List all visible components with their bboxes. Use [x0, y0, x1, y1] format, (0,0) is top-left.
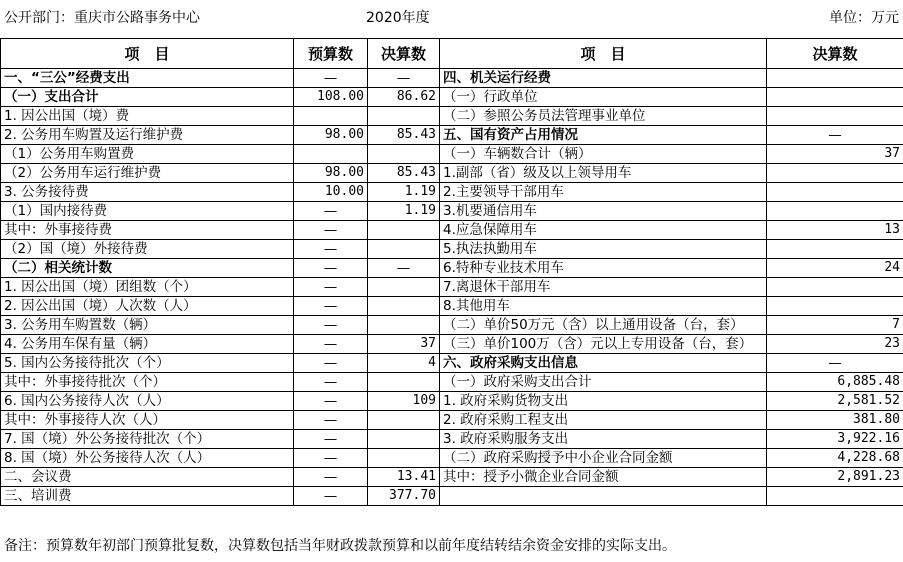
- year-label: 2020年度: [366, 10, 430, 26]
- budget-value: 98.00: [294, 126, 368, 145]
- table-row: [1, 145, 903, 164]
- right-item: 其中：授予小微企业合同金额: [440, 468, 767, 487]
- table-row: [1, 335, 903, 354]
- final-value: 4: [368, 354, 440, 373]
- expenditure-table: [0, 38, 903, 506]
- table-row: [1, 297, 903, 316]
- table-row: [1, 164, 903, 183]
- right-item: 2.主要领导干部用车: [440, 183, 767, 202]
- table-row: [1, 468, 903, 487]
- budget-value: —: [294, 373, 368, 392]
- left-item: 5. 国内公务接待批次（个）: [1, 354, 294, 373]
- final-value: 109: [368, 392, 440, 411]
- right-item: （一）政府采购支出合计: [440, 373, 767, 392]
- left-item: （2）国（境）外接待费: [1, 240, 294, 259]
- final-value: [368, 278, 440, 297]
- right-value: 2,581.52: [767, 392, 903, 411]
- right-item: 8.其他用车: [440, 297, 767, 316]
- right-value: [767, 88, 903, 107]
- final-value: [368, 411, 440, 430]
- right-item: （一）行政单位: [440, 88, 767, 107]
- left-item: （一）支出合计: [1, 88, 294, 107]
- left-item: 三、培训费: [1, 487, 294, 506]
- final-value: [368, 107, 440, 126]
- column-header-item-right: 项 目: [440, 39, 767, 69]
- right-item: 3. 政府采购服务支出: [440, 430, 767, 449]
- left-item: 3. 公务用车购置数（辆）: [1, 316, 294, 335]
- right-item: （二）单价50万元（含）以上通用设备（台，套）: [440, 316, 767, 335]
- budget-value: —: [294, 354, 368, 373]
- right-item: （一）车辆数合计（辆）: [440, 145, 767, 164]
- table-row: [1, 88, 903, 107]
- column-header-final: 决算数: [368, 39, 440, 69]
- table-row: [1, 126, 903, 145]
- budget-value: 108.00: [294, 88, 368, 107]
- right-item: （三）单价100万（含）元以上专用设备（台，套）: [440, 335, 767, 354]
- table-row: [1, 183, 903, 202]
- left-item: 4. 公务用车保有量（辆）: [1, 335, 294, 354]
- right-value: [767, 278, 903, 297]
- budget-value: 10.00: [294, 183, 368, 202]
- right-value: 23: [767, 335, 903, 354]
- column-header-item: 项 目: [1, 39, 294, 69]
- right-item: [440, 487, 767, 506]
- right-item: 2. 政府采购工程支出: [440, 411, 767, 430]
- footnote: 备注：预算数年初部门预算批复数，决算数包括当年财政拨款预算和以前年度结转结余资金安排的实际支出。: [4, 538, 676, 554]
- right-item: 1.副部（省）级及以上领导用车: [440, 164, 767, 183]
- left-item: （1）国内接待费: [1, 202, 294, 221]
- budget-value: —: [294, 278, 368, 297]
- final-value: 377.70: [368, 487, 440, 506]
- final-value: [368, 145, 440, 164]
- left-item: 2. 因公出国（境）人次数（人）: [1, 297, 294, 316]
- right-item: 五、国有资产占用情况: [440, 126, 767, 145]
- table-row: [1, 221, 903, 240]
- left-item: （二）相关统计数: [1, 259, 294, 278]
- right-item: 6.特种专业技术用车: [440, 259, 767, 278]
- final-value: 1.19: [368, 202, 440, 221]
- right-value: [767, 297, 903, 316]
- left-item: 一、“三公”经费支出: [1, 69, 294, 88]
- budget-value: —: [294, 468, 368, 487]
- final-value: —: [368, 69, 440, 88]
- unit-label: 单位：万元: [829, 10, 899, 26]
- right-value: 381.80: [767, 411, 903, 430]
- budget-value: —: [294, 202, 368, 221]
- final-value: [368, 297, 440, 316]
- table-row: [1, 373, 903, 392]
- right-item: 7.离退休干部用车: [440, 278, 767, 297]
- budget-value: —: [294, 259, 368, 278]
- left-item: 1. 因公出国（境）团组数（个）: [1, 278, 294, 297]
- final-value: [368, 316, 440, 335]
- right-value: —: [767, 126, 903, 145]
- right-item: （二）政府采购授予中小企业合同金额: [440, 449, 767, 468]
- table-row: [1, 316, 903, 335]
- table-row: [1, 107, 903, 126]
- final-value: [368, 221, 440, 240]
- final-value: —: [368, 259, 440, 278]
- budget-value: 98.00: [294, 164, 368, 183]
- right-item: 3.机要通信用车: [440, 202, 767, 221]
- right-value: —: [767, 354, 903, 373]
- budget-value: —: [294, 449, 368, 468]
- budget-value: —: [294, 392, 368, 411]
- right-value: [767, 69, 903, 88]
- table-row: [1, 354, 903, 373]
- final-value: 37: [368, 335, 440, 354]
- column-header-final-right: 决算数: [767, 39, 903, 69]
- right-item: 六、政府采购支出信息: [440, 354, 767, 373]
- right-item: 5.执法执勤用车: [440, 240, 767, 259]
- final-value: [368, 373, 440, 392]
- left-item: 8. 国（境）外公务接待人次（人）: [1, 449, 294, 468]
- final-value: 1.19: [368, 183, 440, 202]
- budget-value: —: [294, 297, 368, 316]
- budget-value: —: [294, 240, 368, 259]
- table-row: [1, 449, 903, 468]
- final-value: 85.43: [368, 164, 440, 183]
- right-value: [767, 183, 903, 202]
- left-item: （2）公务用车运行维护费: [1, 164, 294, 183]
- right-value: 37: [767, 145, 903, 164]
- left-item: 其中：外事接待批次（个）: [1, 373, 294, 392]
- right-value: [767, 240, 903, 259]
- budget-value: —: [294, 335, 368, 354]
- left-item: 3. 公务接待费: [1, 183, 294, 202]
- table-row: [1, 487, 903, 506]
- right-value: 13: [767, 221, 903, 240]
- left-item: 其中：外事接待人次（人）: [1, 411, 294, 430]
- table-row: [1, 430, 903, 449]
- right-item: （二）参照公务员法管理事业单位: [440, 107, 767, 126]
- table-row: [1, 278, 903, 297]
- left-item: 2. 公务用车购置及运行维护费: [1, 126, 294, 145]
- final-value: [368, 449, 440, 468]
- left-item: 7. 国（境）外公务接待批次（个）: [1, 430, 294, 449]
- right-value: 2,891.23: [767, 468, 903, 487]
- left-item: 其中：外事接待费: [1, 221, 294, 240]
- column-header-budget: 预算数: [294, 39, 368, 69]
- right-item: 四、机关运行经费: [440, 69, 767, 88]
- budget-value: —: [294, 411, 368, 430]
- right-value: 24: [767, 259, 903, 278]
- table-row: [1, 202, 903, 221]
- final-value: [368, 240, 440, 259]
- table-row: [1, 69, 903, 88]
- budget-value: —: [294, 221, 368, 240]
- right-value: [767, 487, 903, 506]
- left-item: 1. 因公出国（境）费: [1, 107, 294, 126]
- budget-value: —: [294, 430, 368, 449]
- department-label: 公开部门：重庆市公路事务中心: [4, 10, 200, 26]
- final-value: 13.41: [368, 468, 440, 487]
- final-value: 86.62: [368, 88, 440, 107]
- budget-value: —: [294, 316, 368, 335]
- right-value: [767, 202, 903, 221]
- right-value: [767, 107, 903, 126]
- table-row: [1, 259, 903, 278]
- right-value: [767, 164, 903, 183]
- left-item: （1）公务用车购置费: [1, 145, 294, 164]
- right-value: 6,885.48: [767, 373, 903, 392]
- table-row: [1, 411, 903, 430]
- table-header-row: [1, 39, 903, 69]
- left-item: 6. 国内公务接待人次（人）: [1, 392, 294, 411]
- right-value: 7: [767, 316, 903, 335]
- final-value: 85.43: [368, 126, 440, 145]
- final-value: [368, 430, 440, 449]
- right-value: 4,228.68: [767, 449, 903, 468]
- budget-value: —: [294, 487, 368, 506]
- table-row: [1, 392, 903, 411]
- budget-value: [294, 107, 368, 126]
- right-item: 1. 政府采购货物支出: [440, 392, 767, 411]
- right-value: 3,922.16: [767, 430, 903, 449]
- left-item: 二、会议费: [1, 468, 294, 487]
- budget-value: —: [294, 69, 368, 88]
- table-row: [1, 240, 903, 259]
- right-item: 4.应急保障用车: [440, 221, 767, 240]
- budget-value: [294, 145, 368, 164]
